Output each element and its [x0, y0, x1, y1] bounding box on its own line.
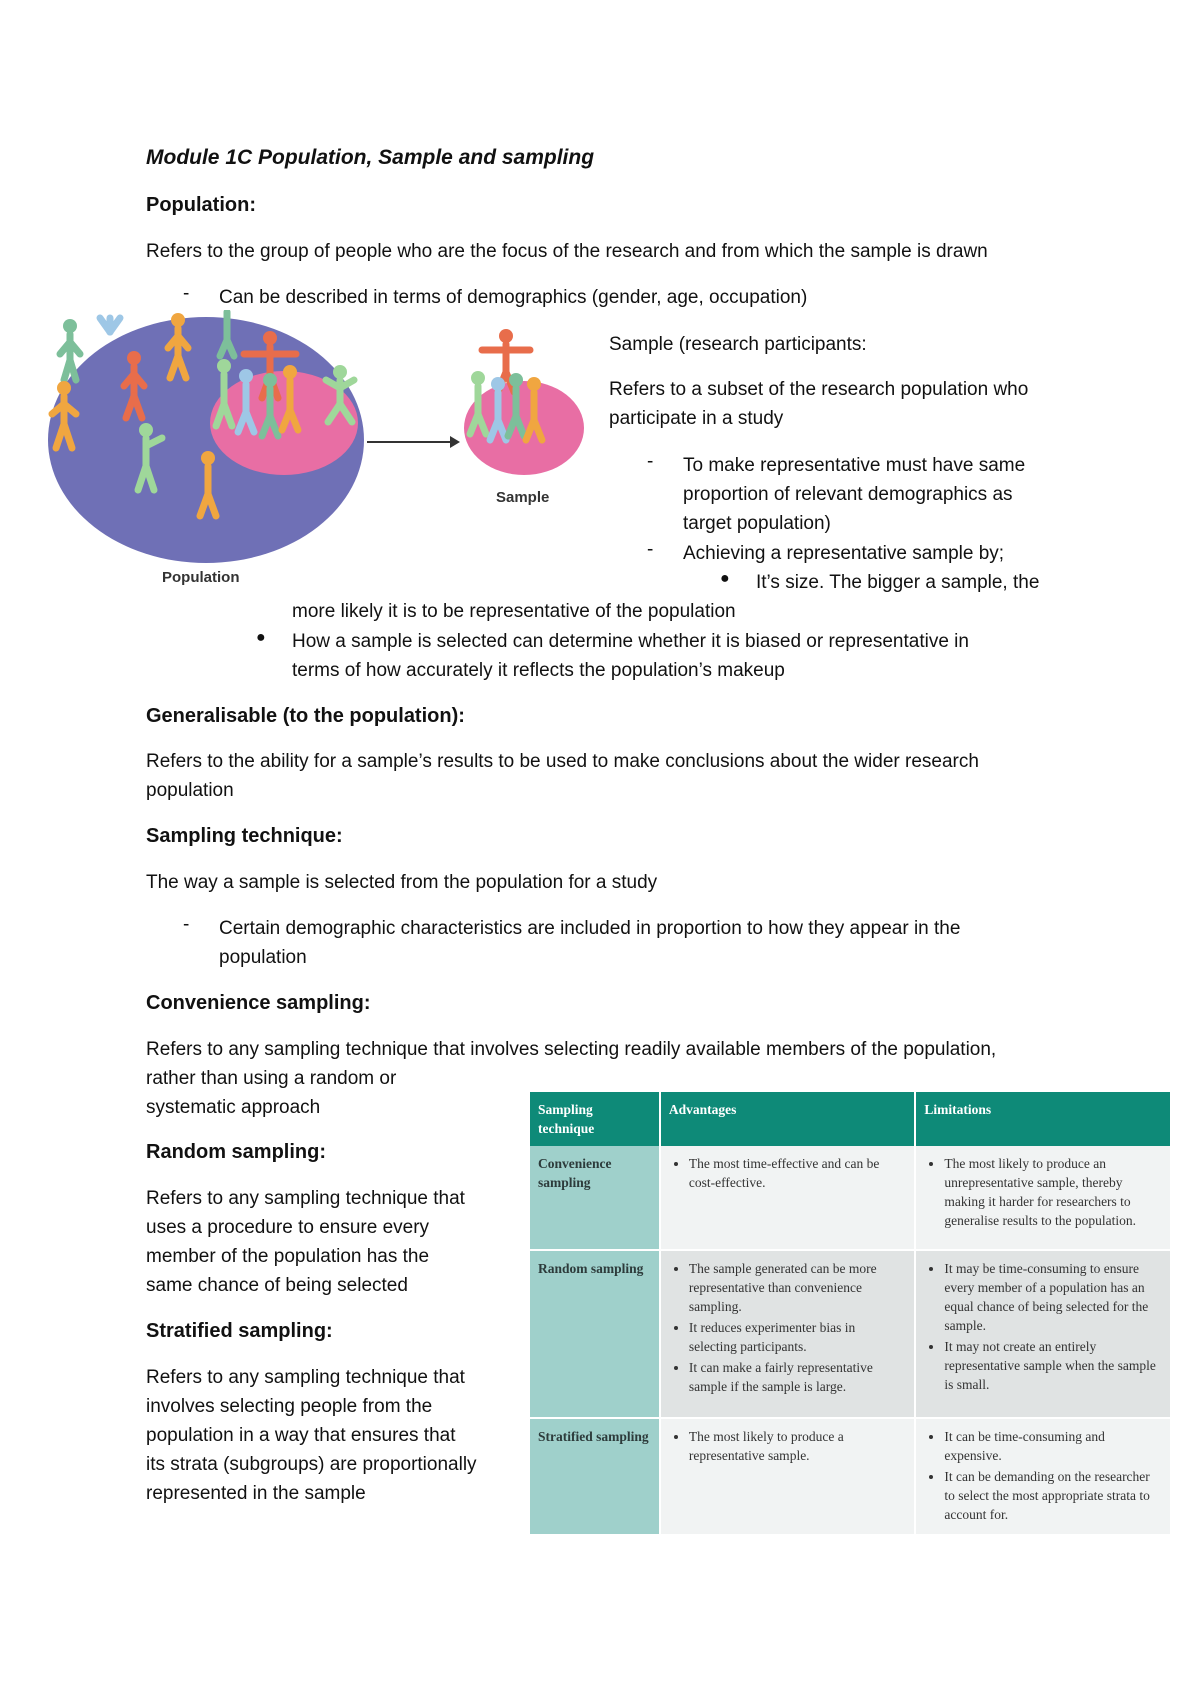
- random-line2: uses a procedure to ensure every: [146, 1217, 430, 1238]
- random-heading: Random sampling:: [146, 1141, 327, 1163]
- advantage-item: • It reduces experimenter bias in selecting participants.: [689, 1318, 907, 1356]
- sample-heading: Sample (research participants:: [609, 334, 867, 355]
- limitations-cell: [915, 1146, 1171, 1250]
- generalisable-heading: Generalisable (to the population):: [146, 705, 465, 727]
- limitations-cell: [915, 1250, 1171, 1418]
- population-heading: Population:: [146, 194, 256, 216]
- dot-bullet: ●: [256, 629, 266, 646]
- population-sample-diagram: [22, 310, 597, 595]
- technique-bullet-line1: Certain demographic characteristics are included in proportion to how they appear in the: [219, 918, 961, 939]
- dash-bullet: -: [183, 283, 190, 304]
- sample-bullet1-line3: target population): [683, 513, 831, 534]
- technique-definition: The way a sample is selected from the population for a study: [146, 872, 658, 893]
- stratified-heading: Stratified sampling:: [146, 1320, 333, 1342]
- sample-bullet1-line2: proportion of relevant demographics as: [683, 484, 1013, 505]
- sample-sub1-line1: It’s size. The bigger a sample, the: [756, 572, 1040, 593]
- table-header-cell: Sampling technique: [530, 1092, 660, 1146]
- sample-sub2-line2: terms of how accurately it reflects the population’s makeup: [292, 660, 785, 681]
- technique-heading: Sampling technique:: [146, 825, 343, 847]
- random-line3: member of the population has the: [146, 1246, 430, 1267]
- generalisable-line1: Refers to the ability for a sample’s results to be used to make conclusions about the wider research: [146, 751, 979, 772]
- stratified-line2: involves selecting people from the: [146, 1396, 433, 1417]
- limitation-item: • It can be demanding on the researcher to select the most appropriate strata to account for.: [944, 1467, 1162, 1524]
- advantages-cell: [660, 1418, 916, 1535]
- table-header-cell: Limitations: [915, 1092, 1171, 1146]
- convenience-line1: Refers to any sampling technique that involves selecting readily available members of the population,: [146, 1039, 997, 1060]
- advantage-item: • The sample generated can be more representative than convenience sampling.: [689, 1259, 907, 1316]
- population-definition: Refers to the group of people who are the focus of the research and from which the sample is drawn: [146, 241, 988, 262]
- page-title: Module 1C Population, Sample and sampling: [146, 146, 595, 169]
- table-header-row: [530, 1092, 1171, 1146]
- population-bullet: Can be described in terms of demographics (gender, age, occupation): [219, 287, 808, 308]
- sample-definition-line2: participate in a study: [609, 408, 784, 429]
- limitation-item: • It may be time-consuming to ensure every member of a population has an equal chance of being selected for the sample.: [944, 1259, 1162, 1335]
- dash-bullet: -: [647, 539, 654, 560]
- table-row: [530, 1146, 1171, 1250]
- sample-bullet2: Achieving a representative sample by;: [683, 543, 1005, 564]
- advantage-item: • It can make a fairly representative sample if the sample is large.: [689, 1358, 907, 1396]
- advantages-cell: [660, 1250, 916, 1418]
- limitation-item: • It may not create an entirely representative sample when the sample is small.: [944, 1337, 1162, 1394]
- sample-label: Sample: [496, 489, 550, 506]
- stratified-line3: population in a way that ensures that: [146, 1425, 456, 1446]
- table-header-cell: Advantages: [660, 1092, 916, 1146]
- convenience-line3: systematic approach: [146, 1097, 321, 1118]
- sample-sub2-line1: How a sample is selected can determine whether it is biased or representative in: [292, 631, 969, 652]
- convenience-heading: Convenience sampling:: [146, 992, 371, 1014]
- sampling-table: [530, 1092, 1172, 1536]
- limitation-item: • The most likely to produce an unrepresentative sample, thereby making it harder for researchers to generalise results to the population.: [944, 1154, 1162, 1230]
- technique-cell: Random sampling: [530, 1250, 660, 1418]
- stratified-line4: its strata (subgroups) are proportionally: [146, 1454, 477, 1475]
- generalisable-line2: population: [146, 780, 234, 801]
- sample-definition-line1: Refers to a subset of the research population who: [609, 379, 1029, 400]
- technique-cell: Stratified sampling: [530, 1418, 660, 1535]
- arrow-head: [450, 436, 460, 448]
- technique-cell: Convenience sampling: [530, 1146, 660, 1250]
- table-row: [530, 1418, 1171, 1535]
- dash-bullet: -: [647, 451, 654, 472]
- dash-bullet: -: [183, 914, 190, 935]
- person-figure: [100, 318, 120, 332]
- sample-bullet1-line1: To make representative must have same: [683, 455, 1026, 476]
- convenience-line2: rather than using a random or: [146, 1068, 397, 1089]
- random-line1: Refers to any sampling technique that: [146, 1188, 465, 1209]
- limitations-cell: [915, 1418, 1171, 1535]
- advantage-item: • The most likely to produce a representative sample.: [689, 1427, 907, 1465]
- advantage-item: • The most time-effective and can be cost-effective.: [689, 1154, 907, 1192]
- technique-bullet-line2: population: [219, 947, 307, 968]
- random-line4: same chance of being selected: [146, 1275, 408, 1296]
- advantages-cell: [660, 1146, 916, 1250]
- stratified-line5: represented in the sample: [146, 1483, 366, 1504]
- population-label: Population: [162, 569, 240, 586]
- limitation-item: • It can be time-consuming and expensive.: [944, 1427, 1162, 1465]
- table-row: [530, 1250, 1171, 1418]
- dot-bullet: ●: [720, 570, 730, 587]
- sample-sub1-line2: more likely it is to be representative of the population: [292, 601, 736, 622]
- stratified-line1: Refers to any sampling technique that: [146, 1367, 465, 1388]
